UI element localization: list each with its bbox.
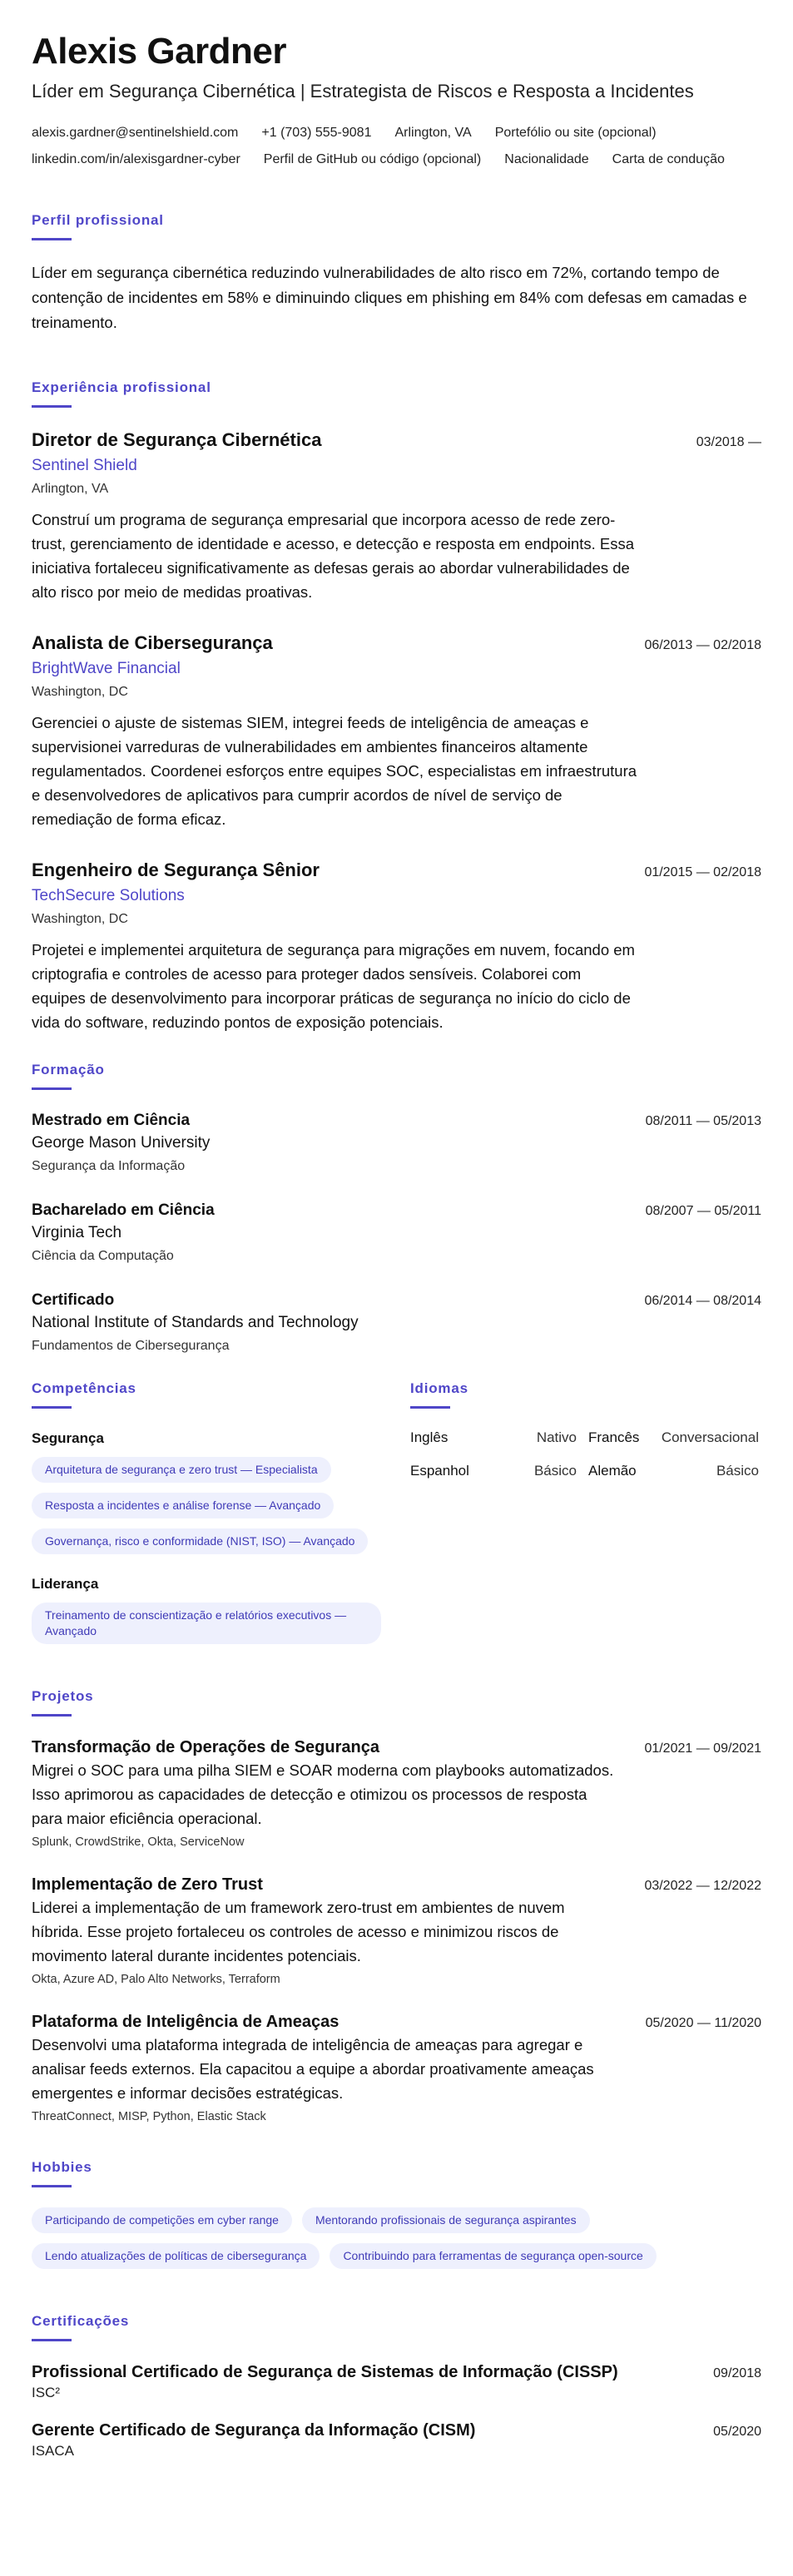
skill-category: Liderança <box>32 1576 99 1592</box>
language-level: Básico <box>716 1463 759 1479</box>
education-school: George Mason University <box>32 1134 211 1152</box>
contact-linkedin[interactable]: linkedin.com/in/alexisgardner-cyber <box>32 152 240 166</box>
project-description: Migrei o SOC para uma pilha SIEM e SOAR moderna com playbooks automatizados. Isso aprimorou as capacidades de detecção e otimizou os processos de resposta para maior eficiência operacional. <box>32 1761 614 1827</box>
education-school: National Institute of Standards and Technology <box>32 1314 359 1331</box>
job-title: Engenheiro de Segurança Sênior <box>32 859 320 880</box>
skill-category: Segurança <box>32 1430 104 1446</box>
education-entry <box>32 1110 761 1177</box>
project-dates: 01/2021 — 09/2021 <box>644 1741 761 1756</box>
education-entry <box>32 1290 761 1356</box>
section-divider <box>32 2339 72 2341</box>
project-entry <box>32 2011 761 2125</box>
project-tech: ThreatConnect, MISP, Python, Elastic Stack <box>32 2110 266 2123</box>
project-title: Transformação de Operações de Segurança <box>32 1738 379 1756</box>
section-divider <box>32 1087 72 1090</box>
language-level: Básico <box>533 1463 577 1479</box>
education-school: Virginia Tech <box>32 1224 122 1241</box>
job-entry <box>32 428 761 604</box>
resume-header <box>32 28 761 168</box>
contact-nationality: Nacionalidade <box>504 152 589 166</box>
certification-name: Profissional Certificado de Segurança de Sistemas de Informação (CISSP) <box>32 2363 618 2381</box>
education-degree: Mestrado em Ciência <box>32 1112 191 1129</box>
skill-list <box>32 1457 381 1554</box>
education-dates: 08/2007 — 05/2011 <box>645 1204 761 1218</box>
section-title: Certificações <box>32 2313 130 2329</box>
hobby-tag: Mentorando profissionais de segurança aspirantes <box>302 2207 590 2233</box>
language-level: Nativo <box>536 1429 577 1445</box>
job-description: Gerenciei o ajuste de sistemas SIEM, integrei feeds de inteligência de ameaças e supervisionei varreduras de vulnerabilidades em ambientes financeiros altamente regulamentados. Coordenei esforços entre equipes SOC, especialistas em infraestrutura e desenvolvedores de aplicativos para cumprir acordos de nível de serviço de remediação de forma eficaz. <box>32 714 637 828</box>
language-name: Inglês <box>410 1429 449 1445</box>
certification-issuer: ISACA <box>32 2443 75 2459</box>
project-dates: 03/2022 — 12/2022 <box>644 1879 761 1893</box>
job-title: Diretor de Segurança Cibernética <box>32 429 322 450</box>
education-degree: Bacharelado em Ciência <box>32 1201 215 1219</box>
project-description: Liderei a implementação de um framework zero-trust em ambientes de nuvem híbrida. Esse projeto fortaleceu os controles de acesso e minimizou riscos de movimento lateral durante incidentes potenciais. <box>32 1899 565 1964</box>
certification-entry <box>32 2420 761 2461</box>
section-divider <box>32 1714 72 1717</box>
job-company[interactable]: TechSecure Solutions <box>32 887 185 904</box>
certification-date: 09/2018 <box>713 2366 761 2380</box>
section-title: Perfil profissional <box>32 212 164 228</box>
section-title: Formação <box>32 1062 105 1077</box>
summary-section <box>32 211 761 335</box>
section-title: Hobbies <box>32 2159 92 2175</box>
experience-section <box>32 379 761 1034</box>
certification-name: Gerente Certificado de Segurança da Informação (CISM) <box>32 2421 476 2440</box>
project-dates: 05/2020 — 11/2020 <box>645 2016 761 2030</box>
skill-list <box>32 1603 381 1644</box>
projects-section <box>32 1687 761 2125</box>
job-dates: 06/2013 — 02/2018 <box>644 638 761 652</box>
job-entry <box>32 858 761 1034</box>
language-name: Espanhol <box>410 1463 469 1479</box>
education-field: Ciência da Computação <box>32 1249 174 1263</box>
job-location: Washington, DC <box>32 912 128 926</box>
education-section <box>32 1061 761 1356</box>
job-dates: 03/2018 — <box>696 435 761 449</box>
skill-tag: Arquitetura de segurança e zero trust — Especialista <box>32 1457 331 1483</box>
language-level: Conversacional <box>661 1429 759 1445</box>
skill-tag: Resposta a incidentes e análise forense — Avançado <box>32 1493 334 1518</box>
contact-email[interactable]: alexis.gardner@sentinelshield.com <box>32 126 239 140</box>
education-dates: 08/2011 — 05/2013 <box>645 1114 761 1128</box>
skill-tag: Treinamento de conscientização e relatórios executivos — Avançado <box>32 1603 381 1644</box>
job-entry <box>32 631 761 831</box>
project-entry <box>32 1874 761 1988</box>
certification-issuer: ISC² <box>32 2385 60 2400</box>
education-degree: Certificado <box>32 1291 115 1309</box>
project-tech: Okta, Azure AD, Palo Alto Networks, Terraform <box>32 1973 280 1986</box>
language-name: Francês <box>588 1429 640 1445</box>
job-dates: 01/2015 — 02/2018 <box>644 865 761 879</box>
language-list <box>410 1429 760 1480</box>
skills-languages-row <box>32 1380 761 1664</box>
education-field: Segurança da Informação <box>32 1159 186 1173</box>
hobby-list <box>32 2207 731 2269</box>
certifications-section <box>32 2312 761 2461</box>
summary-text: Líder em segurança cibernética reduzindo vulnerabilidades de alto risco em 72%, cortando tempo de contenção de incidentes em 58% e diminuindo cliques em phishing em 84% com defesas em camadas e treinamento. <box>32 264 747 331</box>
project-title: Implementação de Zero Trust <box>32 1875 263 1894</box>
hobby-tag: Participando de competições em cyber range <box>32 2207 292 2233</box>
job-location: Washington, DC <box>32 685 128 699</box>
job-location: Arlington, VA <box>32 482 109 496</box>
hobbies-section <box>32 2158 761 2269</box>
job-description: Construí um programa de segurança empresarial que incorpora acesso de rede zero-trust, gerenciamento de identidade e acesso, e detecção e resposta em endpoints. Essa iniciativa fortaleceu significativamente as defesas gerais ao abordar vulnerabilidades de alto risco por meio de medidas proativas. <box>32 511 635 601</box>
skills-section <box>32 1380 410 1664</box>
job-title: Analista de Cibersegurança <box>32 632 273 653</box>
hobby-tag: Contribuindo para ferramentas de segurança open-source <box>330 2243 656 2269</box>
certification-date: 05/2020 <box>713 2425 761 2439</box>
candidate-headline: Líder em Segurança Cibernética | Estrategista de Riscos e Resposta a Incidentes <box>32 81 694 102</box>
section-title: Experiência profissional <box>32 379 211 395</box>
certification-entry <box>32 2361 761 2403</box>
section-divider <box>32 1406 72 1409</box>
education-entry <box>32 1200 761 1266</box>
project-tech: Splunk, CrowdStrike, Okta, ServiceNow <box>32 1835 245 1849</box>
contact-github[interactable]: Perfil de GitHub ou código (opcional) <box>263 152 482 166</box>
contact-phone[interactable]: +1 (703) 555-9081 <box>261 126 372 140</box>
project-title: Plataforma de Inteligência de Ameaças <box>32 2013 340 2031</box>
skill-tag: Governança, risco e conformidade (NIST, ISO) — Avançado <box>32 1528 368 1554</box>
candidate-name: Alexis Gardner <box>32 31 287 72</box>
languages-section <box>410 1380 760 1664</box>
hobby-tag: Lendo atualizações de políticas de cibersegurança <box>32 2243 320 2269</box>
contact-license: Carta de condução <box>612 152 725 166</box>
section-title: Projetos <box>32 1688 94 1704</box>
education-dates: 06/2014 — 08/2014 <box>644 1294 761 1308</box>
project-description: Desenvolvi uma plataforma integrada de inteligência de ameaças para agregar e analisar feeds externos. Ela capacitou a equipe a abordar proativamente ameaças emergentes e informar decisões estratégicas. <box>32 2036 594 2102</box>
job-company[interactable]: Sentinel Shield <box>32 457 137 474</box>
project-entry <box>32 1736 761 1850</box>
section-divider <box>410 1406 450 1409</box>
contact-list <box>32 125 761 168</box>
job-company[interactable]: BrightWave Financial <box>32 660 181 677</box>
contact-portfolio[interactable]: Portefólio ou site (opcional) <box>494 126 657 140</box>
contact-location: Arlington, VA <box>394 126 472 140</box>
section-divider <box>32 2185 72 2187</box>
language-name: Alemão <box>588 1463 637 1479</box>
section-divider <box>32 238 72 240</box>
job-description: Projetei e implementei arquitetura de segurança para migrações em nuvem, focando em criptografia e controles de acesso para proteger dados sensíveis. Colaborei com equipes de desenvolvimento para incorporar práticas de segurança no início do ciclo de vida do software, reduzindo pontos de exposição potenciais. <box>32 941 635 1031</box>
education-field: Fundamentos de Cibersegurança <box>32 1339 230 1353</box>
section-title: Competências <box>32 1380 136 1396</box>
section-title: Idiomas <box>410 1380 468 1396</box>
section-divider <box>32 405 72 408</box>
